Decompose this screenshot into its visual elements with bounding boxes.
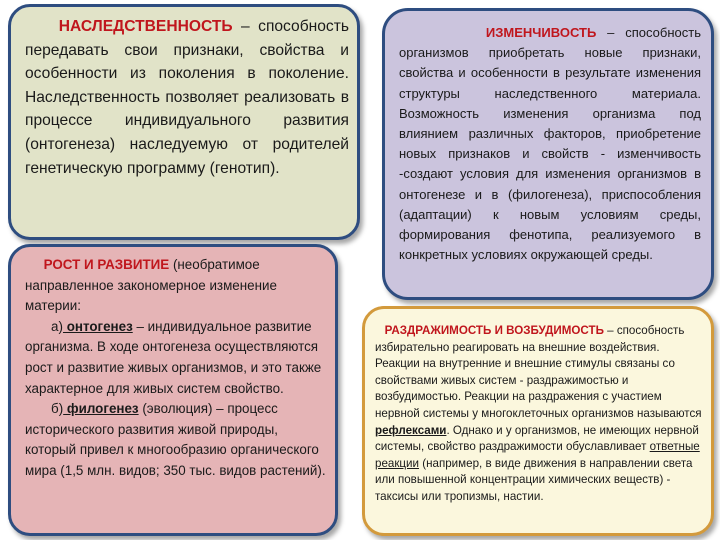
growth-card <box>8 244 338 536</box>
heredity-card <box>8 4 360 240</box>
growth-intro-text: (необратимое направленное закономерное изменение материи: <box>25 257 277 314</box>
growth-item-b <box>25 399 327 481</box>
irritability-responses: ответные реакции <box>375 440 700 470</box>
growth-term: РОСТ И РАЗВИТИЕ <box>43 257 170 272</box>
growth-a-prefix: а) <box>51 318 63 334</box>
growth-a-text: – индивидуальное развитие организма. В ходе онтогенеза осуществляются рост и развитие живых организмов, и это также характерное для живых систем свойство. <box>25 318 322 396</box>
growth-a-term: онтогенез <box>62 318 133 334</box>
variability-card <box>382 8 714 300</box>
variability-term: ИЗМЕНЧИВОСТЬ <box>485 25 597 40</box>
growth-b-text: (эволюция) – процесс исторического развития живой природы, который привел к многообразию органического мира (1,5 млн. видов; 350 тыс. видов растений). <box>25 401 326 478</box>
irritability-term: РАЗДРАЖИМОСТЬ И ВОЗБУДИМОСТЬ <box>384 324 604 337</box>
irritability-text-1: – способность избирательно реагировать на внешние воздействия. Реакции на внутренние и внешние стимулы связаны со свойствами живых систем - раздражимостью и возбудимостью. Реакции на раздражения с участием нервной системы у многоклеточных организмов называются <box>375 324 702 420</box>
heredity-paragraph <box>25 15 349 180</box>
growth-intro <box>25 255 327 317</box>
heredity-text: – способность передавать свои признаки, свойства и особенности из поколения в поколение. Наследственность позволяет реализовать в процессе индивидуального развития (онтогенеза) наследуемую от родителей генетическую программу (генотип). <box>25 18 349 177</box>
irritability-text-2: . Однако и у организмов, не имеющих нервной системы, свойство раздражимости обуславливает <box>375 423 699 454</box>
irritability-card <box>362 306 714 536</box>
growth-b-prefix: б) <box>51 401 64 417</box>
irritability-text-3: (например, в виде движения в направлении света или повышенной концентрации химических веществ) - таксисы или тропизмы, настии. <box>375 456 693 503</box>
growth-item-a <box>25 317 327 399</box>
irritability-paragraph <box>375 323 705 506</box>
heredity-term: НАСЛЕДСТВЕННОСТЬ <box>58 18 233 35</box>
variability-text: – способность организмов приобретать новые признаки, свойства и особенности в результате изменения структуры наследственного материала. Возможность изменения организма под влиянием различных факторов, приобретение новых признаков и свойств - изменчивость -создают условия для изменения организмов в онтогенезе и в (филогенеза), приспособления (адаптации) к новым условиям среды, формирования фенотипа, реализуемого в конкретных условиях окружающей среды. <box>399 25 701 263</box>
variability-paragraph <box>399 23 701 265</box>
irritability-reflexes: рефлексами <box>375 423 447 437</box>
growth-b-term: филогенез <box>63 401 139 417</box>
